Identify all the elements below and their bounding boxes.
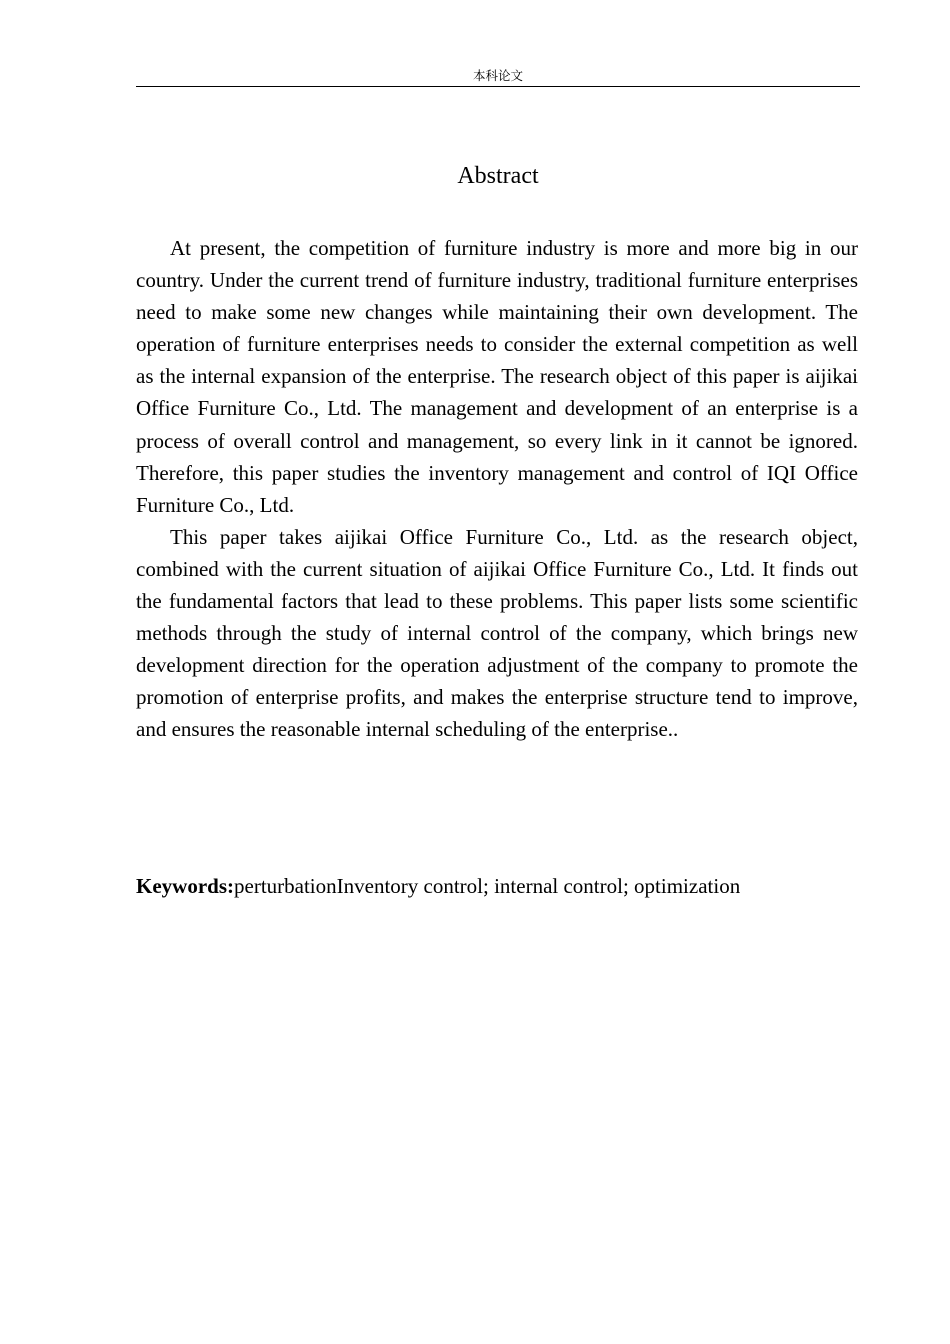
abstract-paragraph-2: This paper takes aijikai Office Furniture Co., Ltd. as the research object, combined with the current situation of aijikai Office Furniture Co., Ltd. It finds out the fundamental factors that lead to these problems. This paper lists some scientific methods through the study of internal control of the company, which brings new development direction for the operation adjustment of the company to promote the promotion of enterprise profits, and makes the enterprise structure tend to improve, and ensures the reasonable internal scheduling of the enterprise.. — [136, 524, 858, 742]
abstract-body — [136, 232, 858, 746]
keywords-line — [136, 870, 860, 902]
running-title: 本科论文 — [472, 68, 523, 83]
keywords-text: perturbationInventory control; internal control; optimization — [234, 874, 741, 898]
abstract-title: Abstract — [457, 163, 539, 189]
keywords-label: Keywords: — [136, 874, 234, 898]
abstract-paragraph-1: At present, the competition of furniture industry is more and more big in our country. Under the current trend of furniture industry, traditional furniture enterprises need to make some new changes while maintaining their own development. The operation of furniture enterprises needs to consider the external competition as well as the internal expansion of the enterprise. The research object of this paper is aijikai Office Furniture Co., Ltd. The management and development of an enterprise is a process of overall control and management, so every link in it cannot be ignored. Therefore, this paper studies the inventory management and control of IQI Office Furniture Co., Ltd. — [136, 236, 858, 517]
page-header — [136, 66, 860, 87]
